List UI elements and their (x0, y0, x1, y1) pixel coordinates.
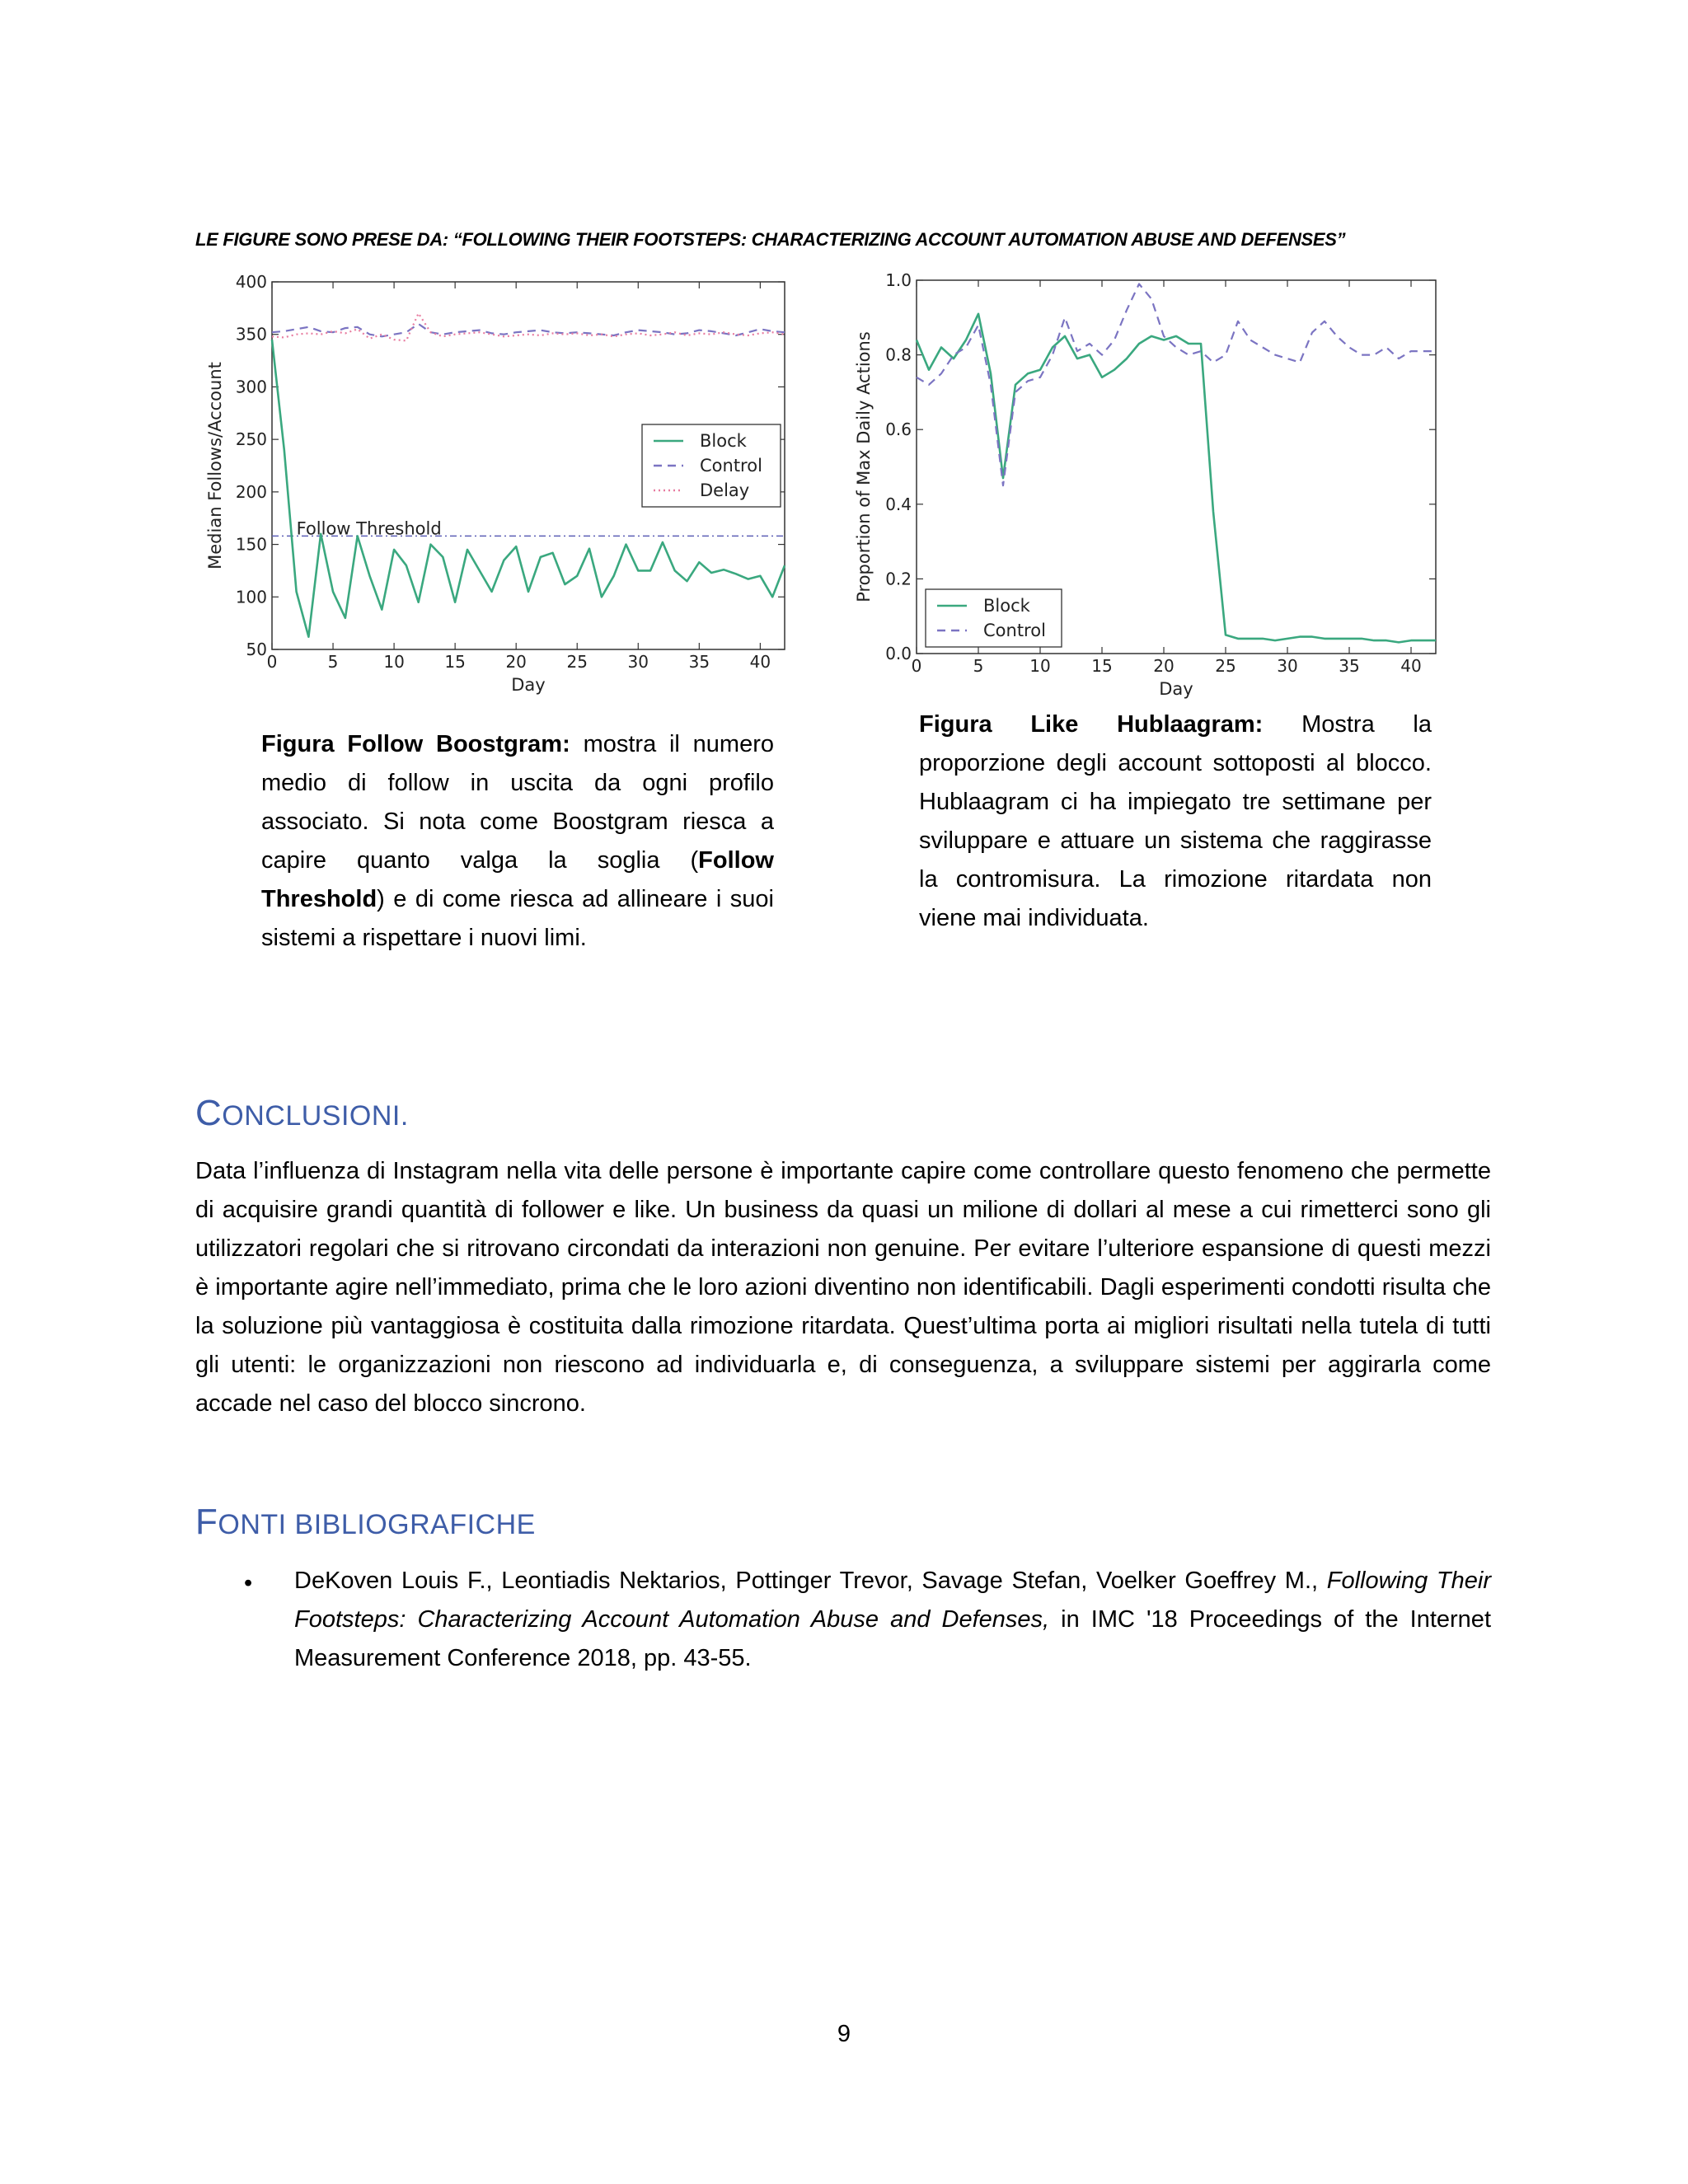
x-tick-label: 10 (1029, 656, 1051, 676)
x-tick-label: 30 (1277, 656, 1298, 676)
caption-left-text-2: ) e di come riesca ad allineare i suoi sistemi a rispettare i nuovi limi. (261, 886, 774, 951)
y-tick-label: 350 (235, 324, 267, 344)
y-tick-label: 100 (235, 587, 267, 607)
left-figure-caption (261, 725, 774, 958)
legend-label-delay: Delay (700, 480, 750, 500)
y-tick-label: 50 (246, 640, 267, 659)
y-tick-label: 0.0 (885, 644, 912, 663)
right-figure-caption (919, 705, 1432, 938)
bibliography-entry (294, 1562, 1491, 1678)
threshold-annotation: Follow Threshold (296, 518, 442, 539)
bibliography-heading-initial: F (195, 1502, 218, 1542)
caption-right-text: Mostra la proporzione degli account sottoposti al blocco. Hublaagram ci ha impiegato tre settimane per sviluppare e attuare un sistema che raggirasse la contromisura. La rimozione ritardata non viene mai individuata. (919, 711, 1432, 931)
y-tick-label: 0.8 (885, 344, 912, 365)
x-axis-label: Day (1159, 679, 1193, 699)
follow-chart (198, 268, 799, 705)
y-tick-label: 400 (235, 272, 267, 292)
x-tick-label: 15 (444, 652, 466, 672)
x-tick-label: 40 (749, 652, 771, 672)
legend-label-control: Control (983, 621, 1046, 640)
y-axis-label: Proportion of Max Daily Actions (854, 331, 874, 602)
bibliography-heading (195, 1502, 536, 1543)
x-tick-label: 0 (911, 656, 922, 676)
x-tick-label: 35 (1339, 656, 1360, 676)
x-tick-label: 20 (1153, 656, 1175, 676)
legend-label-block: Block (983, 596, 1030, 616)
y-tick-label: 250 (235, 429, 267, 450)
y-tick-label: 0.6 (885, 419, 912, 440)
bib-title: Following Their Footsteps: Characterizing Account Automation Abuse and Defenses, (294, 1568, 1491, 1633)
like-chart (853, 268, 1455, 709)
y-axis-label: Median Follows/Account (205, 362, 225, 569)
y-tick-label: 200 (235, 481, 267, 502)
x-tick-label: 20 (505, 652, 527, 672)
x-tick-label: 30 (627, 652, 649, 672)
series-line-control (917, 284, 1436, 486)
conclusions-heading-initial: C (195, 1093, 223, 1133)
conclusions-paragraph: Data l’influenza di Instagram nella vita delle persone è importante capire come controllare questo fenomeno che permette di acquisire grandi quantità di follower e like. Un business da quasi un milione di dollari al mese a cui rimetterci sono gli utilizzatori regolari che si ritrovano circondati da interazioni non genuine. Per evitare l’ulteriore espansione di questi mezzi è importante agire nell’immediato, prima che le loro azioni diventino non identificabili. Dagli esperimenti condotti risulta che la soluzione più vantaggiosa è costituita dalla rimozione ritardata. Quest’ultima porta ai migliori risultati nella tutela di tutti gli utenti: le organizzazioni non riescono ad individuarla e, di conseguenza, a sviluppare sistemi per aggirarla come accade nel caso del blocco sincrono. (195, 1158, 1491, 1417)
x-tick-label: 15 (1091, 656, 1113, 676)
x-tick-label: 35 (688, 652, 710, 672)
legend-label-control: Control (700, 456, 762, 476)
figure-source-note: LE FIGURE SONO PRESE DA: “FOLLOWING THEIR FOOTSTEPS: CHARACTERIZING ACCOUNT AUTOMATION ABUSE AND DEFENSES” (195, 229, 1346, 250)
bib-rest: in IMC '18 Proceedings of the Internet Measurement Conference 2018, pp. 43-55. (294, 1606, 1491, 1671)
y-tick-label: 0.2 (885, 569, 912, 589)
conclusions-heading-rest: ONCLUSIONI. (222, 1100, 409, 1132)
y-tick-label: 1.0 (885, 270, 912, 290)
y-tick-label: 150 (235, 534, 267, 555)
x-tick-label: 25 (1215, 656, 1236, 676)
caption-left-text-1: mostra il numero medio di follow in uscita da ogni profilo associato. Si nota come Boostgram riesca a capire quanto valga la soglia ( (261, 731, 775, 874)
caption-right-bold: Figura Like Hublaagram: (919, 711, 1264, 738)
page-number: 9 (837, 2021, 851, 2047)
x-tick-label: 40 (1400, 656, 1422, 676)
caption-left-bold: Figura Follow Boostgram: (261, 731, 570, 757)
x-tick-label: 0 (266, 652, 278, 672)
x-tick-label: 5 (327, 652, 339, 672)
legend-label-block: Block (700, 431, 747, 451)
y-tick-label: 300 (235, 377, 267, 397)
x-axis-label: Day (511, 675, 546, 695)
series-line-delay (272, 313, 785, 340)
caption-left-bold-2: Follow Threshold (261, 847, 774, 912)
y-tick-label: 0.4 (885, 494, 912, 514)
bib-authors: DeKoven Louis F., Leontiadis Nektarios, Pottinger Trevor, Savage Stefan, Voelker Goeffrey M., (294, 1568, 1327, 1594)
bullet-icon: • (244, 1570, 253, 1596)
x-tick-label: 25 (566, 652, 588, 672)
x-tick-label: 5 (973, 656, 984, 676)
x-tick-label: 10 (383, 652, 405, 672)
conclusions-heading (195, 1093, 409, 1134)
bibliography-heading-rest: ONTI BIBLIOGRAFICHE (218, 1509, 536, 1540)
